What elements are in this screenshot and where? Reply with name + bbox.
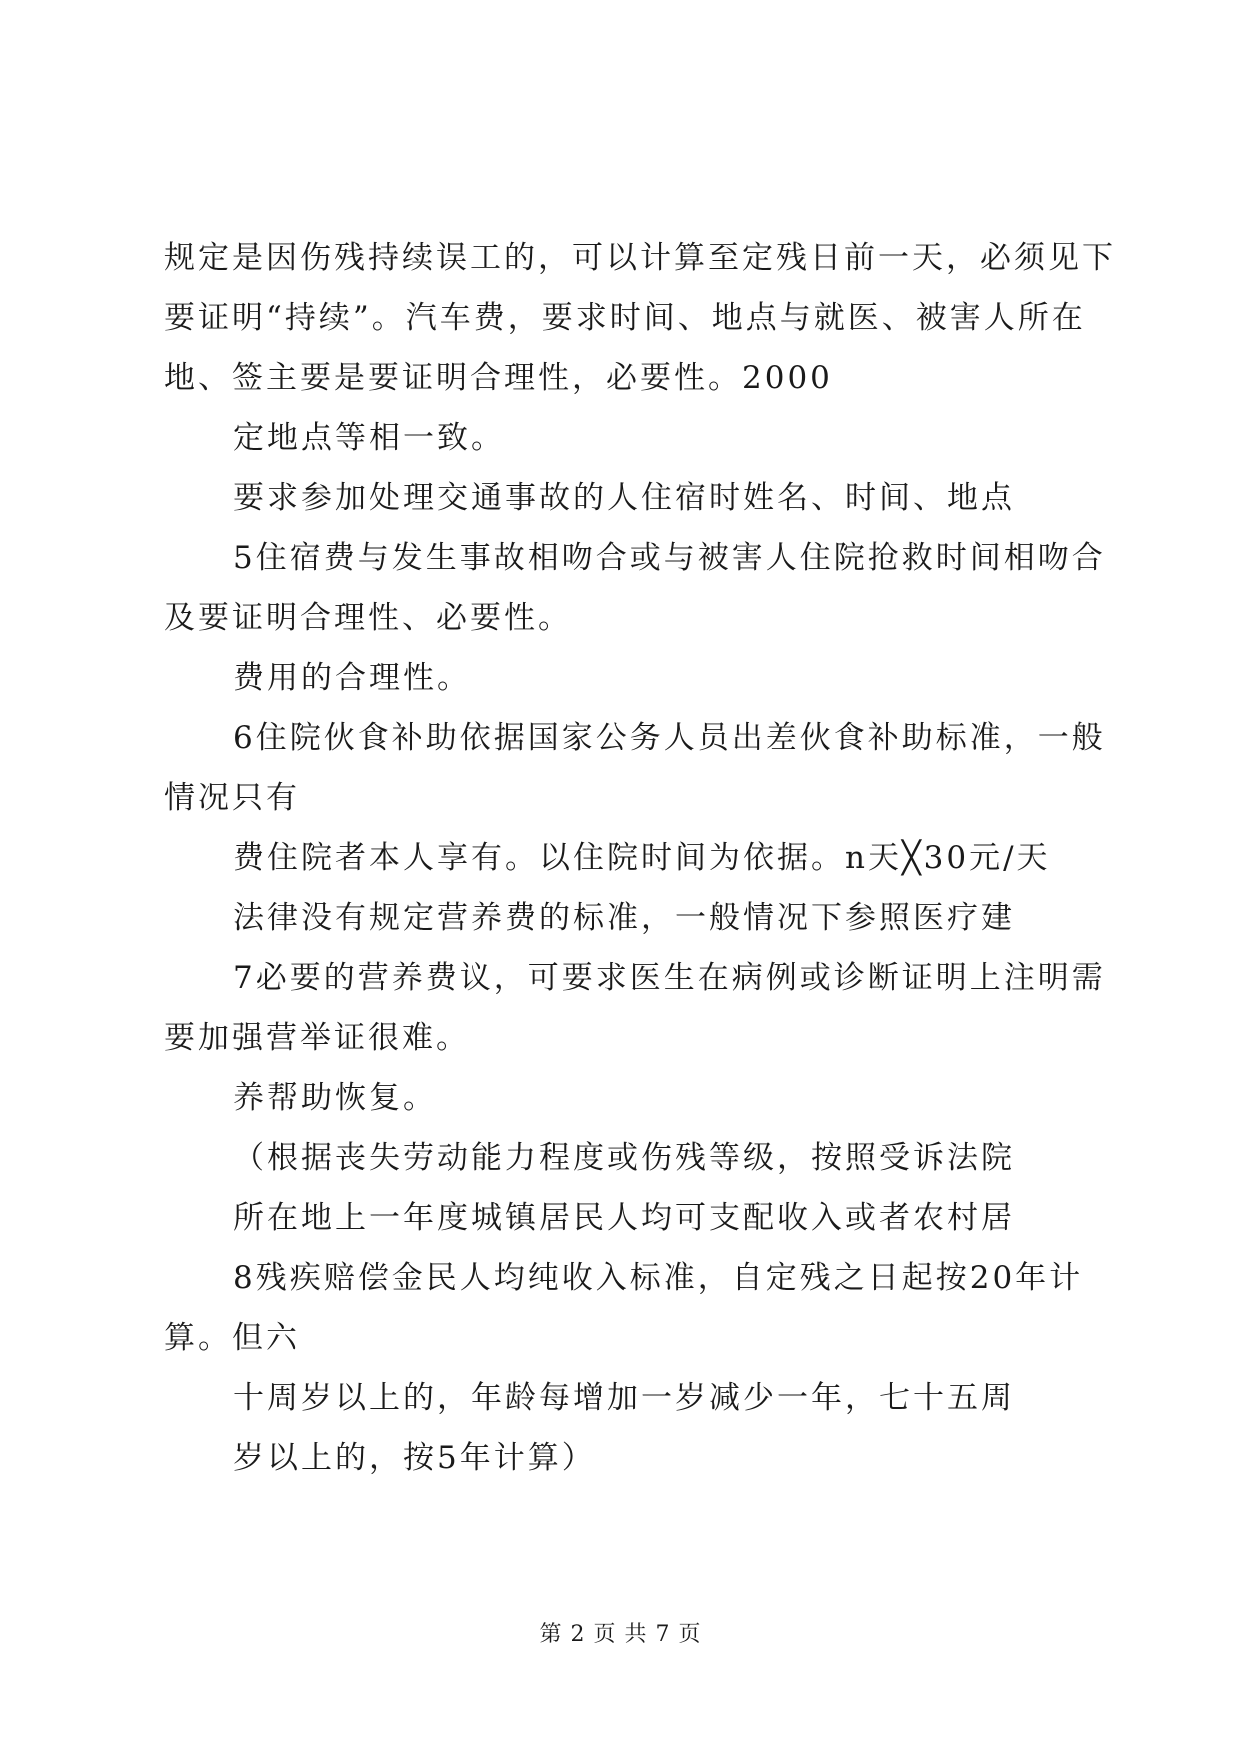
text-line: 定地点等相一致。 — [233, 420, 505, 456]
text-line: （根据丧失劳动能力程度或伤残等级，按照受诉法院 — [233, 1140, 1015, 1176]
text-line: 情况只有 — [164, 780, 300, 816]
text-line: 及要证明合理性、必要性。 — [164, 600, 572, 636]
text-line: 十周岁以上的，年龄每增加一岁减少一年，七十五周 — [233, 1380, 1015, 1416]
text-line: 地、签主要是要证明合理性，必要性。2000 — [164, 360, 833, 396]
page-number-footer: 第 2 页 共 7 页 — [539, 1622, 702, 1647]
text-line: 要证明“持续”。汽车费，要求时间、地点与就医、被害人所在 — [164, 300, 1086, 336]
text-line: 规定是因伤残持续误工的，可以计算至定残日前一天，必须见下 — [164, 240, 1116, 276]
text-line: 法律没有规定营养费的标准，一般情况下参照医疗建 — [233, 900, 1015, 936]
text-line: 7必要的营养费议，可要求医生在病例或诊断证明上注明需 — [233, 960, 1106, 996]
text-line: 算。但六 — [164, 1320, 300, 1356]
text-line: 费用的合理性。 — [233, 660, 471, 696]
text-line: 要加强营举证很难。 — [164, 1020, 470, 1056]
text-line: 5住宿费与发生事故相吻合或与被害人住院抢救时间相吻合 — [233, 540, 1106, 576]
text-line: 养帮助恢复。 — [233, 1080, 437, 1116]
text-line: 8残疾赔偿金民人均纯收入标准，自定残之日起按20年计 — [233, 1260, 1084, 1296]
text-line: 费住院者本人享有。以住院时间为依据。n天╳30元/天 — [233, 840, 1051, 876]
text-line: 6住院伙食补助依据国家公务人员出差伙食补助标准，一般 — [233, 720, 1106, 756]
text-line: 岁以上的，按5年计算） — [233, 1440, 596, 1476]
text-line: 要求参加处理交通事故的人住宿时姓名、时间、地点 — [233, 480, 1015, 516]
text-line: 所在地上一年度城镇居民人均可支配收入或者农村居 — [233, 1200, 1015, 1236]
